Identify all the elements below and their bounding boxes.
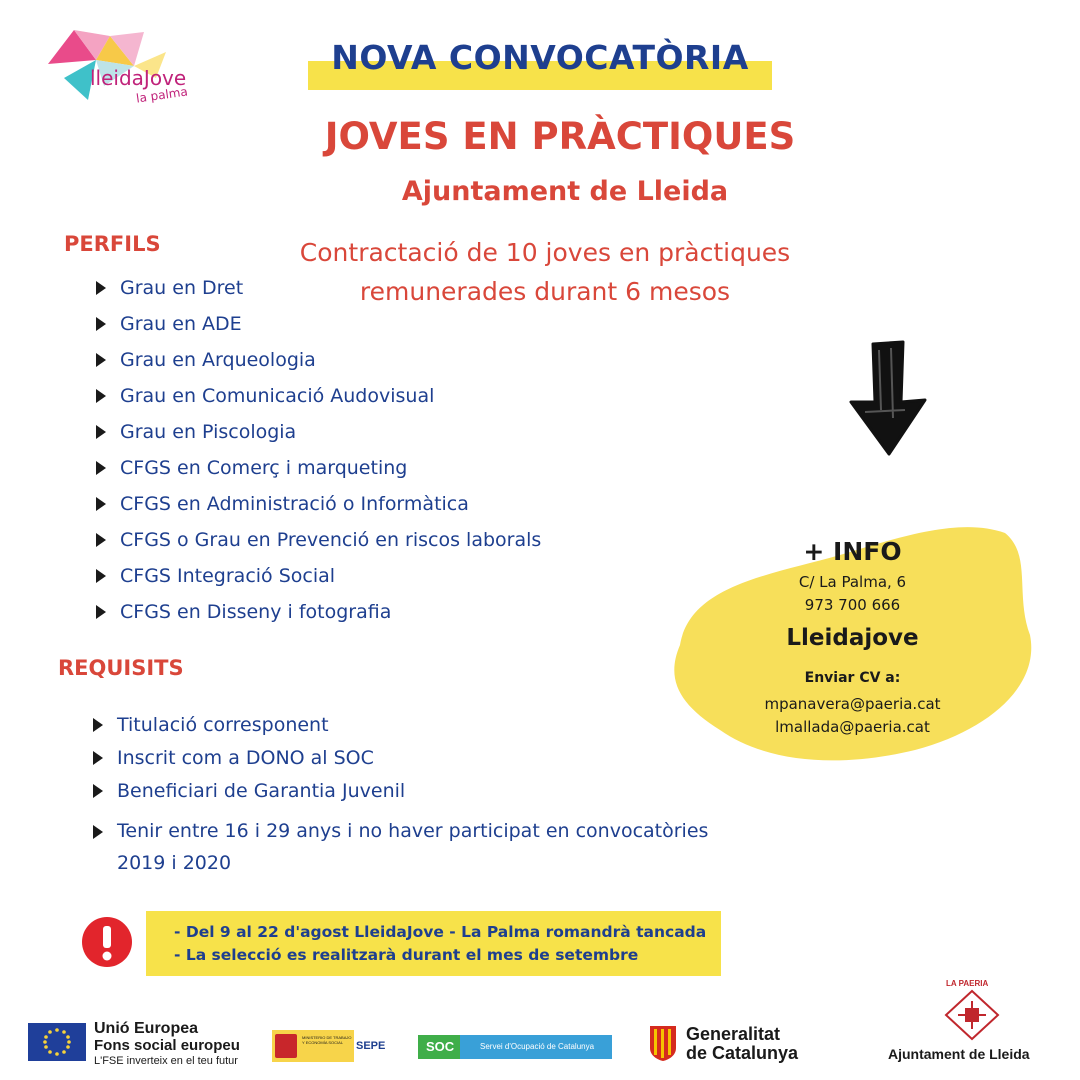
announcement-title: NOVA CONVOCATÒRIA <box>331 38 749 77</box>
spain-ministry-logo <box>272 1030 354 1062</box>
bullet-icon <box>93 784 103 798</box>
list-item: Grau en ADE <box>120 306 541 342</box>
list-item: Grau en Comunicació Audovisual <box>120 378 541 414</box>
generalitat-line-1: Generalitat <box>686 1024 781 1044</box>
perfils-heading: PERFILS <box>64 232 161 256</box>
down-arrow-icon <box>845 340 930 458</box>
contract-line-2: remunerades durant 6 mesos <box>359 277 731 306</box>
paeria-label: LA PAERIA <box>946 979 989 988</box>
soc-abbr: SOC <box>426 1039 455 1054</box>
eu-tagline: L'FSE inverteix en el teu futur <box>94 1055 238 1067</box>
bullet-icon <box>93 751 103 765</box>
bullet-icon <box>96 497 106 511</box>
sepe-logo: SEPE <box>356 1040 386 1052</box>
perfils-list <box>120 270 541 630</box>
notice-line-2: - La selecció es realitzarà durant el mes de setembre <box>174 946 639 964</box>
bullet-icon <box>96 461 106 475</box>
paeria-emblem-icon <box>943 989 1001 1041</box>
eu-sub: Fons social europeu <box>94 1037 240 1054</box>
requisits-heading: REQUISITS <box>58 656 184 680</box>
bullet-icon <box>96 389 106 403</box>
list-item: CFGS en Disseny i fotografia <box>120 594 541 630</box>
generalitat-line-2: de Catalunya <box>686 1043 799 1063</box>
list-item: CFGS Integració Social <box>120 558 541 594</box>
bullet-icon <box>96 425 106 439</box>
logo-sub: la palma <box>135 84 189 106</box>
list-item: Grau en Arqueologia <box>120 342 541 378</box>
info-email-2[interactable]: lmallada@paeria.cat <box>775 718 930 736</box>
soc-name: Servei d'Ocupació de Catalunya <box>480 1042 595 1051</box>
bullet-icon <box>96 533 106 547</box>
contract-line-1: Contractació de 10 joves en pràctiques <box>299 238 791 267</box>
bullet-icon <box>96 317 106 331</box>
bullet-icon <box>93 718 103 732</box>
list-item: Titulació corresponent <box>117 708 708 741</box>
bullet-icon <box>96 569 106 583</box>
notice-line-1: - Del 9 al 22 d'agost LleidaJove - La Palma romandrà tancada <box>174 923 707 941</box>
ajuntament-label: Ajuntament de Lleida <box>888 1046 1030 1062</box>
eu-title: Unió Europea <box>94 1020 199 1037</box>
list-item: CFGS en Administració o Informàtica <box>120 486 541 522</box>
notice-box <box>146 911 721 976</box>
bullet-icon <box>96 353 106 367</box>
list-item: CFGS o Grau en Prevenció en riscos laborals <box>120 522 541 558</box>
info-heading: + INFO <box>803 537 902 566</box>
list-item: Inscrit com a DONO al SOC <box>117 741 708 774</box>
info-org: Lleidajove <box>786 625 919 651</box>
requisits-list <box>117 708 708 879</box>
bullet-icon <box>96 605 106 619</box>
list-item: Tenir entre 16 i 29 anys i no haver participat en convocatòries 2019 i 2020 <box>117 815 708 879</box>
list-item: Grau en Dret <box>120 270 541 306</box>
list-item: CFGS en Comerç i marqueting <box>120 450 541 486</box>
ministry-text: MINISTERIO DE TRABAJO Y ECONOMÍA SOCIAL <box>302 1035 352 1045</box>
list-item: Grau en Piscologia <box>120 414 541 450</box>
generalitat-emblem-icon <box>648 1024 678 1062</box>
spain-shield-icon <box>275 1034 297 1058</box>
eu-flag-icon <box>28 1023 86 1061</box>
info-address: C/ La Palma, 6 <box>798 573 907 591</box>
bullet-icon <box>96 281 106 295</box>
info-email-1[interactable]: mpanavera@paeria.cat <box>764 695 941 713</box>
main-title: JOVES EN PRÀCTIQUES <box>324 115 796 158</box>
soc-logo <box>418 1035 612 1059</box>
alert-icon <box>82 917 132 967</box>
logo-name: lleidaJove <box>90 66 187 90</box>
list-item: Beneficiari de Garantia Juvenil <box>117 774 708 807</box>
lleidajove-logo <box>44 26 194 108</box>
subtitle: Ajuntament de Lleida <box>401 176 729 207</box>
bullet-icon <box>93 825 103 839</box>
info-phone: 973 700 666 <box>804 596 901 614</box>
info-send-cv: Enviar CV a: <box>804 670 901 686</box>
